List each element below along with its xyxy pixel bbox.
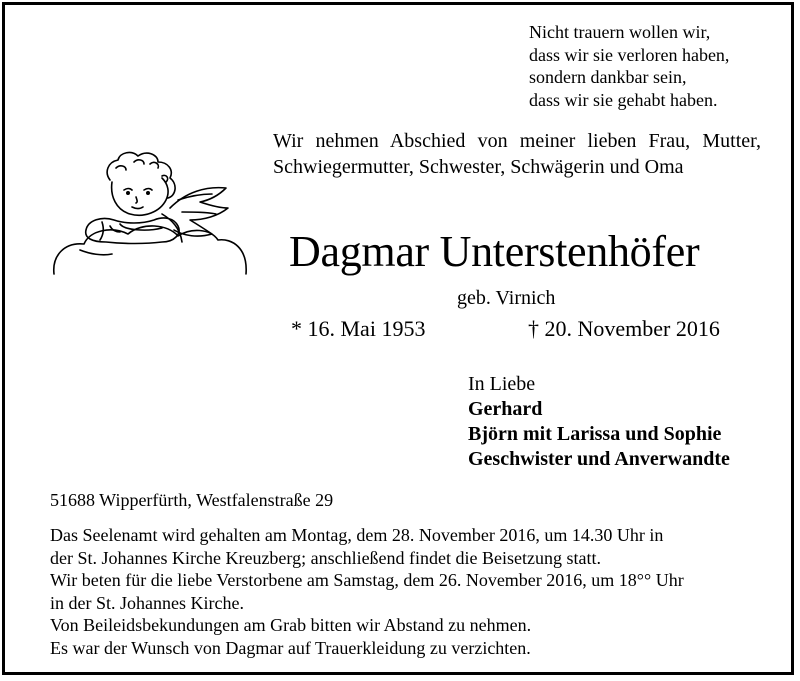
note-line: der St. Johannes Kirche Kreuzberg; anschließend findet die Beisetzung statt. [50, 547, 602, 568]
family-signature [468, 372, 730, 472]
note-line: Wir beten für die liebe Verstorbene am Samstag, dem 26. November 2016, um 18°° Uhr [50, 570, 684, 590]
poem-line: dass wir sie verloren haben, [529, 44, 730, 65]
death-date: † 20. November 2016 [528, 316, 720, 341]
poem-line: sondern dankbar sein, [529, 67, 687, 87]
service-notes [50, 524, 765, 659]
obituary-notice [2, 2, 794, 675]
family-line: Geschwister und Anverwandte [468, 448, 730, 470]
maiden-name: geb. Virnich [457, 287, 556, 309]
angel-on-cloud-icon [50, 150, 250, 280]
note-line: in der St. Johannes Kirche. [50, 592, 244, 613]
deceased-name: Dagmar Unterstenhöfer [289, 227, 700, 276]
poem [529, 21, 729, 111]
family-intro: In Liebe [468, 373, 536, 395]
note-line: Von Beileidsbekundungen am Grab bitten wir Abstand zu nehmen. [50, 615, 532, 635]
intro-text: Wir nehmen Abschied von meiner lieben Frau, Mutter, Schwiegermutter, Schwester, Schwägerin und Oma [273, 130, 761, 178]
family-line: Gerhard [468, 398, 543, 420]
poem-line: dass wir sie gehabt haben. [529, 89, 718, 110]
family-line: Björn mit Larissa und Sophie [468, 423, 722, 445]
poem-line: Nicht trauern wollen wir, [529, 22, 711, 42]
address: 51688 Wipperfürth, Westfalenstraße 29 [50, 490, 334, 510]
birth-date: * 16. Mai 1953 [291, 316, 426, 341]
note-line: Das Seelenamt wird gehalten am Montag, dem 28. November 2016, um 14.30 Uhr in [50, 525, 664, 545]
note-line: Es war der Wunsch von Dagmar auf Trauerkleidung zu verzichten. [50, 637, 531, 658]
